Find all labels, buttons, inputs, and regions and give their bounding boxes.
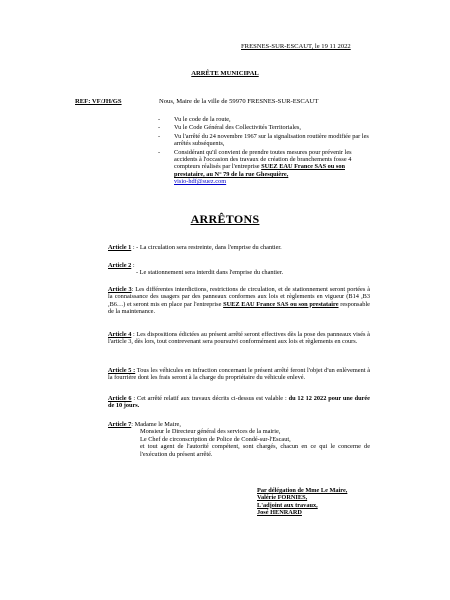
arretons-heading: ARRÊTONS [190,212,260,226]
signature-block [257,487,387,517]
list-item: - Vu le code de la route, [158,116,231,123]
vu-list [158,116,370,187]
reference-code: REF: VF/JH/GS [75,98,122,105]
company-name: SUEZ EAU France SAS ou son prestataire, au N° 79 de la rue Ghesquière, [174,163,345,178]
article-1: Article 1 : - La circulation sera restreinte, dans l'emprise du chantier. [108,244,282,251]
article-4: Article 4 : Les dispositions édictées au présent arrêté seront effectives dès la pose des panneaux visés à l'article 3, dès lors, tout contrevenant sera poursuivi conformément aux lois et règlements en cours. [108,331,370,346]
document-title: ARRÊTE MUNICIPAL [191,70,259,77]
list-item: - Considérant qu'il convient de prendre toutes mesures pour prévenir les accidents à l'occasion des travaux de création de branchements fosse 4 compteurs réalisés par l'entreprise SUEZ EAU France SAS ou son prestataire, au N° 79 de la rue Ghesquière, visio-hdf@suez.com [158,149,370,186]
date-line: FRESNES-SUR-ESCAUT, le 19 11 2022 [241,43,351,50]
signature-line: Par délégation de Mme Le Maire, [257,487,348,494]
list-item: - Vu le Code Général des Collectivités Territoriales, [158,124,301,132]
intro-line: Nous, Maire de la ville de 59970 FRESNES-SUR-ESCAUT [159,98,319,105]
signature-line: José HENRARD [257,509,302,517]
list-item: - Vu l'arrêté du 24 novembre 1967 sur la signalisation routière modifiée par les arrêtés subséquents, [158,132,369,148]
signature-line: Valérie FORNIES, [257,494,308,502]
article-2: Article 2 : - Le stationnement sera interdit dans l'emprise du chantier. [108,262,284,277]
email-link[interactable]: visio-hdf@suez.com [174,178,227,186]
article-5: Article 5 : Tous les véhicules en infraction concernant le présent arrêté feront l'objet d'un enlèvement à la fourrière dont les frais seront à la charge du propriétaire du véhicule enlevé. [108,367,370,382]
article-3: Article 3: Les différentes interdictions, restrictions de circulation, et de stationnement seront portées à la connaissance des usagers par des panneaux conformes aux lois et règlements en vigueur (B14 ,B3 ,B6…) et seront mis en place par l'entreprise SUEZ EAU France SAS ou son prestataire responsable de la maintenance. [108,286,370,316]
signature-line: L'adjoint aux travaux, [257,501,318,509]
article-6: Article 6 : Cet arrêté relatif aux travaux décrits ci-dessus est valable : du 12 12 2022 pour une durée de 10 jours. [108,395,370,410]
article-7: Article 7: Madame le Maire, Monsieur le Directeur général des services de la mairie, Le Chef de circonscription de Police de Condé-sur-l'Escaut, et tout agent de l'autorité compétent, sont chargés, chacun en ce qui le concerne de l'exécution du présent arrêté. [108,421,370,458]
